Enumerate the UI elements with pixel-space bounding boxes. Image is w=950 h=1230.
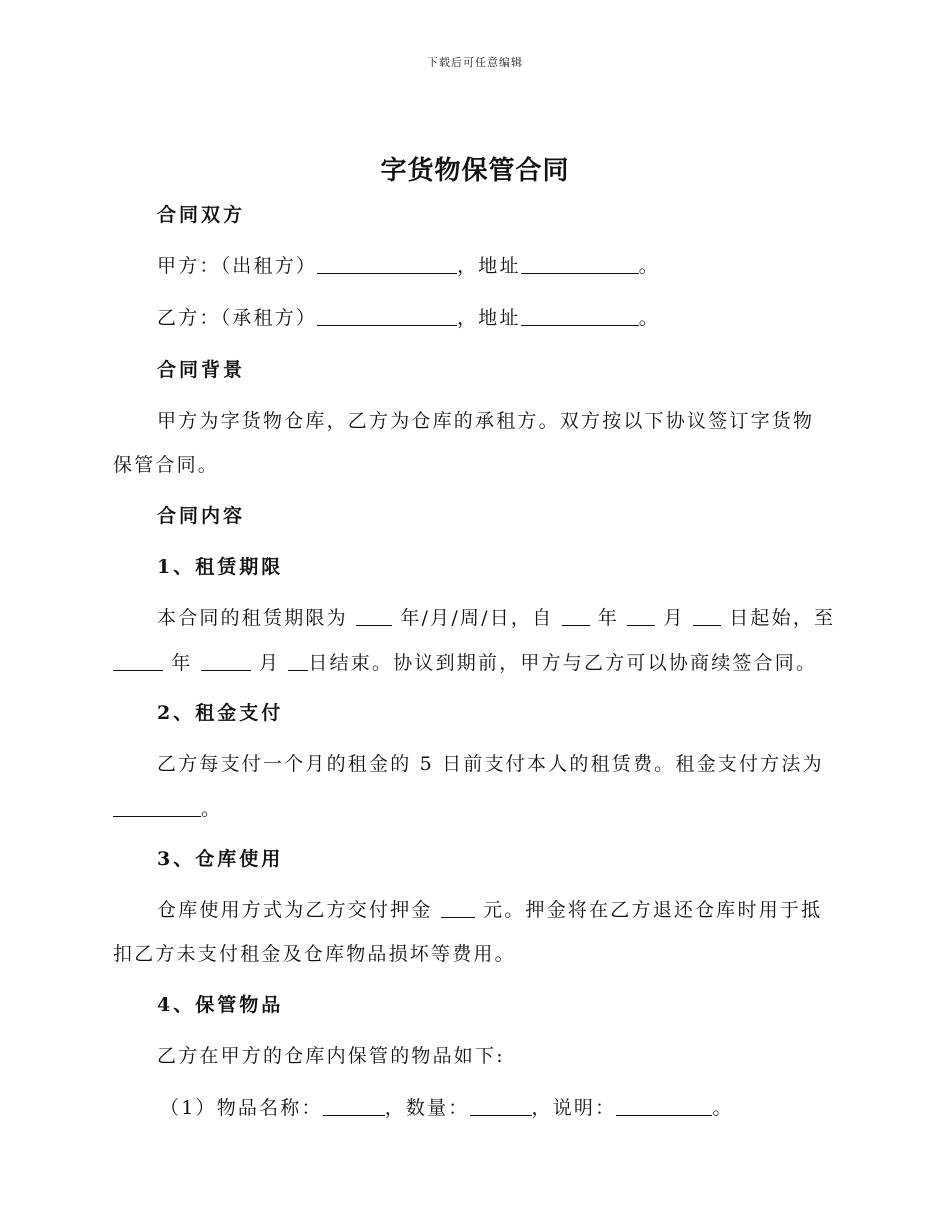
item1-line <box>160 1093 734 1120</box>
item1-qty-blank <box>470 1097 532 1116</box>
item1-name-blank <box>323 1097 385 1116</box>
party-a-address-blank <box>521 255 639 274</box>
clause1-text-d: 月 <box>663 607 685 629</box>
parties-heading: 合同双方 <box>157 204 246 226</box>
end-month-blank <box>201 652 251 671</box>
deposit-blank <box>441 899 475 918</box>
clause3-heading: 3、仓库使用 <box>157 848 284 870</box>
party-a-line <box>157 251 660 278</box>
start-year-blank <box>562 607 590 626</box>
end-mark: 。 <box>638 255 660 277</box>
end-mark: 。 <box>201 798 223 820</box>
clause2-line-2 <box>113 794 222 821</box>
clause3-text-a: 仓库使用方式为乙方交付押金 <box>157 899 433 921</box>
item1-desc-label: ，说明： <box>531 1097 617 1119</box>
item1-desc-blank <box>616 1097 712 1116</box>
clause2-line-1: 乙方每支付一个月的租金的 5 日前支付本人的租赁费。租金支付方法为 <box>157 753 824 775</box>
content-heading: 合同内容 <box>157 505 246 527</box>
party-b-address-blank <box>521 307 639 326</box>
clause1-text-a: 本合同的租赁期限为 <box>157 607 348 629</box>
clause1-text-c: 年 <box>597 607 620 629</box>
payment-method-blank <box>113 798 201 817</box>
start-day-blank <box>693 607 721 626</box>
party-a-name-blank <box>317 255 457 274</box>
party-b-name-blank <box>317 307 457 326</box>
background-text-line-2: 保管合同。 <box>113 454 220 476</box>
address-label: ，地址 <box>457 255 521 277</box>
background-heading: 合同背景 <box>157 359 246 381</box>
item1-qty-label: ，数量： <box>384 1097 470 1119</box>
clause4-heading: 4、保管物品 <box>157 994 284 1016</box>
clause1-line-2 <box>113 648 817 675</box>
clause3-line-1 <box>157 895 822 922</box>
party-a-label: 甲方：（出租方） <box>157 255 318 277</box>
end-mark: 。 <box>712 1097 734 1119</box>
clause1-heading: 1、租赁期限 <box>157 556 284 578</box>
end-day-blank <box>288 652 308 671</box>
item1-name-label: （1）物品名称： <box>160 1097 323 1119</box>
clause3-line-2: 扣乙方未支付租金及仓库物品损坏等费用。 <box>113 943 516 965</box>
background-text-line-1: 甲方为字货物仓库，乙方为仓库的承租方。双方按以下协议签订字货物 <box>157 410 815 432</box>
party-b-label: 乙方：（承租方） <box>157 307 318 329</box>
end-year-blank <box>113 652 163 671</box>
address-label: ，地址 <box>457 307 521 329</box>
clause1-line-1 <box>157 603 835 630</box>
clause1-text-h: 日结束。协议到期前，甲方与乙方可以协商续签合同。 <box>308 652 818 674</box>
clause1-text-f: 年 <box>171 652 193 674</box>
clause3-text-b: 元。押金将在乙方退还仓库时用于抵 <box>483 899 823 921</box>
clause1-text-b: 年/月/周/日，自 <box>400 607 554 629</box>
end-mark: 。 <box>638 307 660 329</box>
term-blank <box>356 607 392 626</box>
header-note: 下载后可任意编辑 <box>427 56 523 69</box>
clause4-line-1: 乙方在甲方的仓库内保管的物品如下: <box>157 1045 505 1067</box>
clause1-text-g: 月 <box>258 652 281 674</box>
clause2-heading: 2、租金支付 <box>157 702 284 724</box>
document-title: 字货物保管合同 <box>380 156 570 186</box>
start-month-blank <box>627 607 655 626</box>
party-b-line <box>157 303 660 330</box>
clause1-text-e: 日起始，至 <box>729 607 836 629</box>
